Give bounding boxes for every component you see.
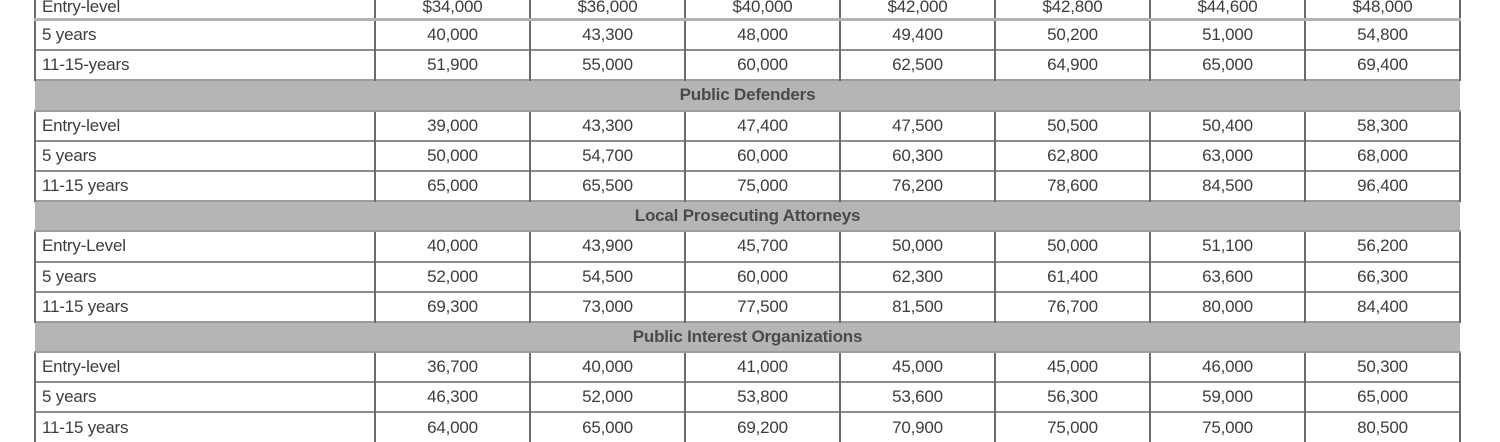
salary-cell: 54,500 xyxy=(530,262,685,292)
salary-cell: $34,000 xyxy=(375,0,530,20)
section-row xyxy=(35,80,1460,110)
salary-cell: 81,500 xyxy=(840,292,995,322)
salary-cell: 62,800 xyxy=(995,141,1150,171)
salary-cell: 50,400 xyxy=(1150,111,1305,141)
salary-cell: 60,000 xyxy=(685,50,840,80)
salary-cell: 36,700 xyxy=(375,352,530,382)
salary-cell: 69,400 xyxy=(1305,50,1460,80)
salary-cell: 70,900 xyxy=(840,412,995,441)
salary-cell: 76,200 xyxy=(840,171,995,201)
salary-cell: 52,000 xyxy=(530,382,685,412)
salary-cell: 39,000 xyxy=(375,111,530,141)
salary-cell: $40,000 xyxy=(685,0,840,20)
salary-cell: 43,300 xyxy=(530,111,685,141)
salary-cell: 40,000 xyxy=(375,20,530,51)
salary-cell: 45,700 xyxy=(685,231,840,261)
row-label: 11-15-years xyxy=(35,50,375,80)
salary-cell: 50,300 xyxy=(1305,352,1460,382)
salary-cell: 51,100 xyxy=(1150,231,1305,261)
row-label: Entry-Level xyxy=(35,231,375,261)
salary-cell: 65,000 xyxy=(1150,50,1305,80)
salary-cell: 53,600 xyxy=(840,382,995,412)
salary-cell: 43,300 xyxy=(530,20,685,51)
salary-cell: 60,300 xyxy=(840,141,995,171)
salary-cell: 73,000 xyxy=(530,292,685,322)
row-label: 5 years xyxy=(35,382,375,412)
section-row xyxy=(35,322,1460,352)
salary-cell: 53,800 xyxy=(685,382,840,412)
salary-cell: 51,900 xyxy=(375,50,530,80)
salary-cell: 69,300 xyxy=(375,292,530,322)
row-label: 5 years xyxy=(35,20,375,51)
row-label: 11-15 years xyxy=(35,171,375,201)
salary-cell: $42,800 xyxy=(995,0,1150,20)
table-row xyxy=(35,231,1460,261)
table-row xyxy=(35,0,1460,20)
table-row xyxy=(35,20,1460,51)
salary-cell: 58,300 xyxy=(1305,111,1460,141)
salary-cell: 96,400 xyxy=(1305,171,1460,201)
salary-cell: 65,000 xyxy=(1305,382,1460,412)
salary-cell: 65,500 xyxy=(530,171,685,201)
salary-cell: 68,000 xyxy=(1305,141,1460,171)
salary-cell: 77,500 xyxy=(685,292,840,322)
salary-cell: 59,000 xyxy=(1150,382,1305,412)
table-row xyxy=(35,50,1460,80)
salary-cell: 41,000 xyxy=(685,352,840,382)
salary-cell: 50,000 xyxy=(995,231,1150,261)
salary-cell: 54,800 xyxy=(1305,20,1460,51)
salary-cell: $48,000 xyxy=(1305,0,1460,20)
row-label: Entry-level xyxy=(35,111,375,141)
table-row xyxy=(35,292,1460,322)
salary-cell: 54,700 xyxy=(530,141,685,171)
salary-cell: 50,200 xyxy=(995,20,1150,51)
salary-cell: 47,400 xyxy=(685,111,840,141)
table-row xyxy=(35,352,1460,382)
table-row xyxy=(35,262,1460,292)
salary-cell: 66,300 xyxy=(1305,262,1460,292)
salary-cell: 80,000 xyxy=(1150,292,1305,322)
salary-cell: 78,600 xyxy=(995,171,1150,201)
row-label: Entry-level xyxy=(35,352,375,382)
salary-cell: 62,500 xyxy=(840,50,995,80)
table-row xyxy=(35,171,1460,201)
salary-cell: 62,300 xyxy=(840,262,995,292)
salary-cell: 52,000 xyxy=(375,262,530,292)
salary-cell: 46,300 xyxy=(375,382,530,412)
row-label: 11-15 years xyxy=(35,292,375,322)
salary-cell: 75,000 xyxy=(995,412,1150,441)
salary-table-container xyxy=(34,0,1461,442)
salary-cell: 65,000 xyxy=(375,171,530,201)
salary-cell: 49,400 xyxy=(840,20,995,51)
table-row xyxy=(35,382,1460,412)
table-row xyxy=(35,141,1460,171)
salary-cell: $44,600 xyxy=(1150,0,1305,20)
salary-cell: 84,400 xyxy=(1305,292,1460,322)
salary-cell: 51,000 xyxy=(1150,20,1305,51)
row-label: 5 years xyxy=(35,262,375,292)
salary-cell: 75,000 xyxy=(685,171,840,201)
salary-cell: 56,200 xyxy=(1305,231,1460,261)
salary-cell: 63,600 xyxy=(1150,262,1305,292)
salary-cell: 55,000 xyxy=(530,50,685,80)
salary-cell: 47,500 xyxy=(840,111,995,141)
salary-cell: 43,900 xyxy=(530,231,685,261)
salary-cell: 50,000 xyxy=(375,141,530,171)
salary-cell: 75,000 xyxy=(1150,412,1305,441)
salary-cell: 50,000 xyxy=(840,231,995,261)
salary-cell: $36,000 xyxy=(530,0,685,20)
section-header: Public Defenders xyxy=(35,80,1460,110)
salary-cell: 64,900 xyxy=(995,50,1150,80)
row-label: 5 years xyxy=(35,141,375,171)
salary-cell: 80,500 xyxy=(1305,412,1460,441)
row-label: Entry-level xyxy=(35,0,375,20)
salary-cell: 76,700 xyxy=(995,292,1150,322)
salary-cell: $42,000 xyxy=(840,0,995,20)
salary-cell: 56,300 xyxy=(995,382,1150,412)
section-header: Public Interest Organizations xyxy=(35,322,1460,352)
salary-cell: 60,000 xyxy=(685,262,840,292)
salary-cell: 50,500 xyxy=(995,111,1150,141)
section-row xyxy=(35,201,1460,231)
salary-cell: 60,000 xyxy=(685,141,840,171)
salary-table xyxy=(34,0,1461,442)
salary-cell: 69,200 xyxy=(685,412,840,441)
salary-cell: 45,000 xyxy=(840,352,995,382)
salary-cell: 84,500 xyxy=(1150,171,1305,201)
table-row xyxy=(35,111,1460,141)
table-row xyxy=(35,412,1460,441)
salary-cell: 45,000 xyxy=(995,352,1150,382)
salary-cell: 64,000 xyxy=(375,412,530,441)
salary-cell: 63,000 xyxy=(1150,141,1305,171)
salary-cell: 61,400 xyxy=(995,262,1150,292)
salary-cell: 40,000 xyxy=(530,352,685,382)
row-label: 11-15 years xyxy=(35,412,375,441)
salary-cell: 40,000 xyxy=(375,231,530,261)
salary-cell: 46,000 xyxy=(1150,352,1305,382)
salary-cell: 65,000 xyxy=(530,412,685,441)
section-header: Local Prosecuting Attorneys xyxy=(35,201,1460,231)
salary-cell: 48,000 xyxy=(685,20,840,51)
